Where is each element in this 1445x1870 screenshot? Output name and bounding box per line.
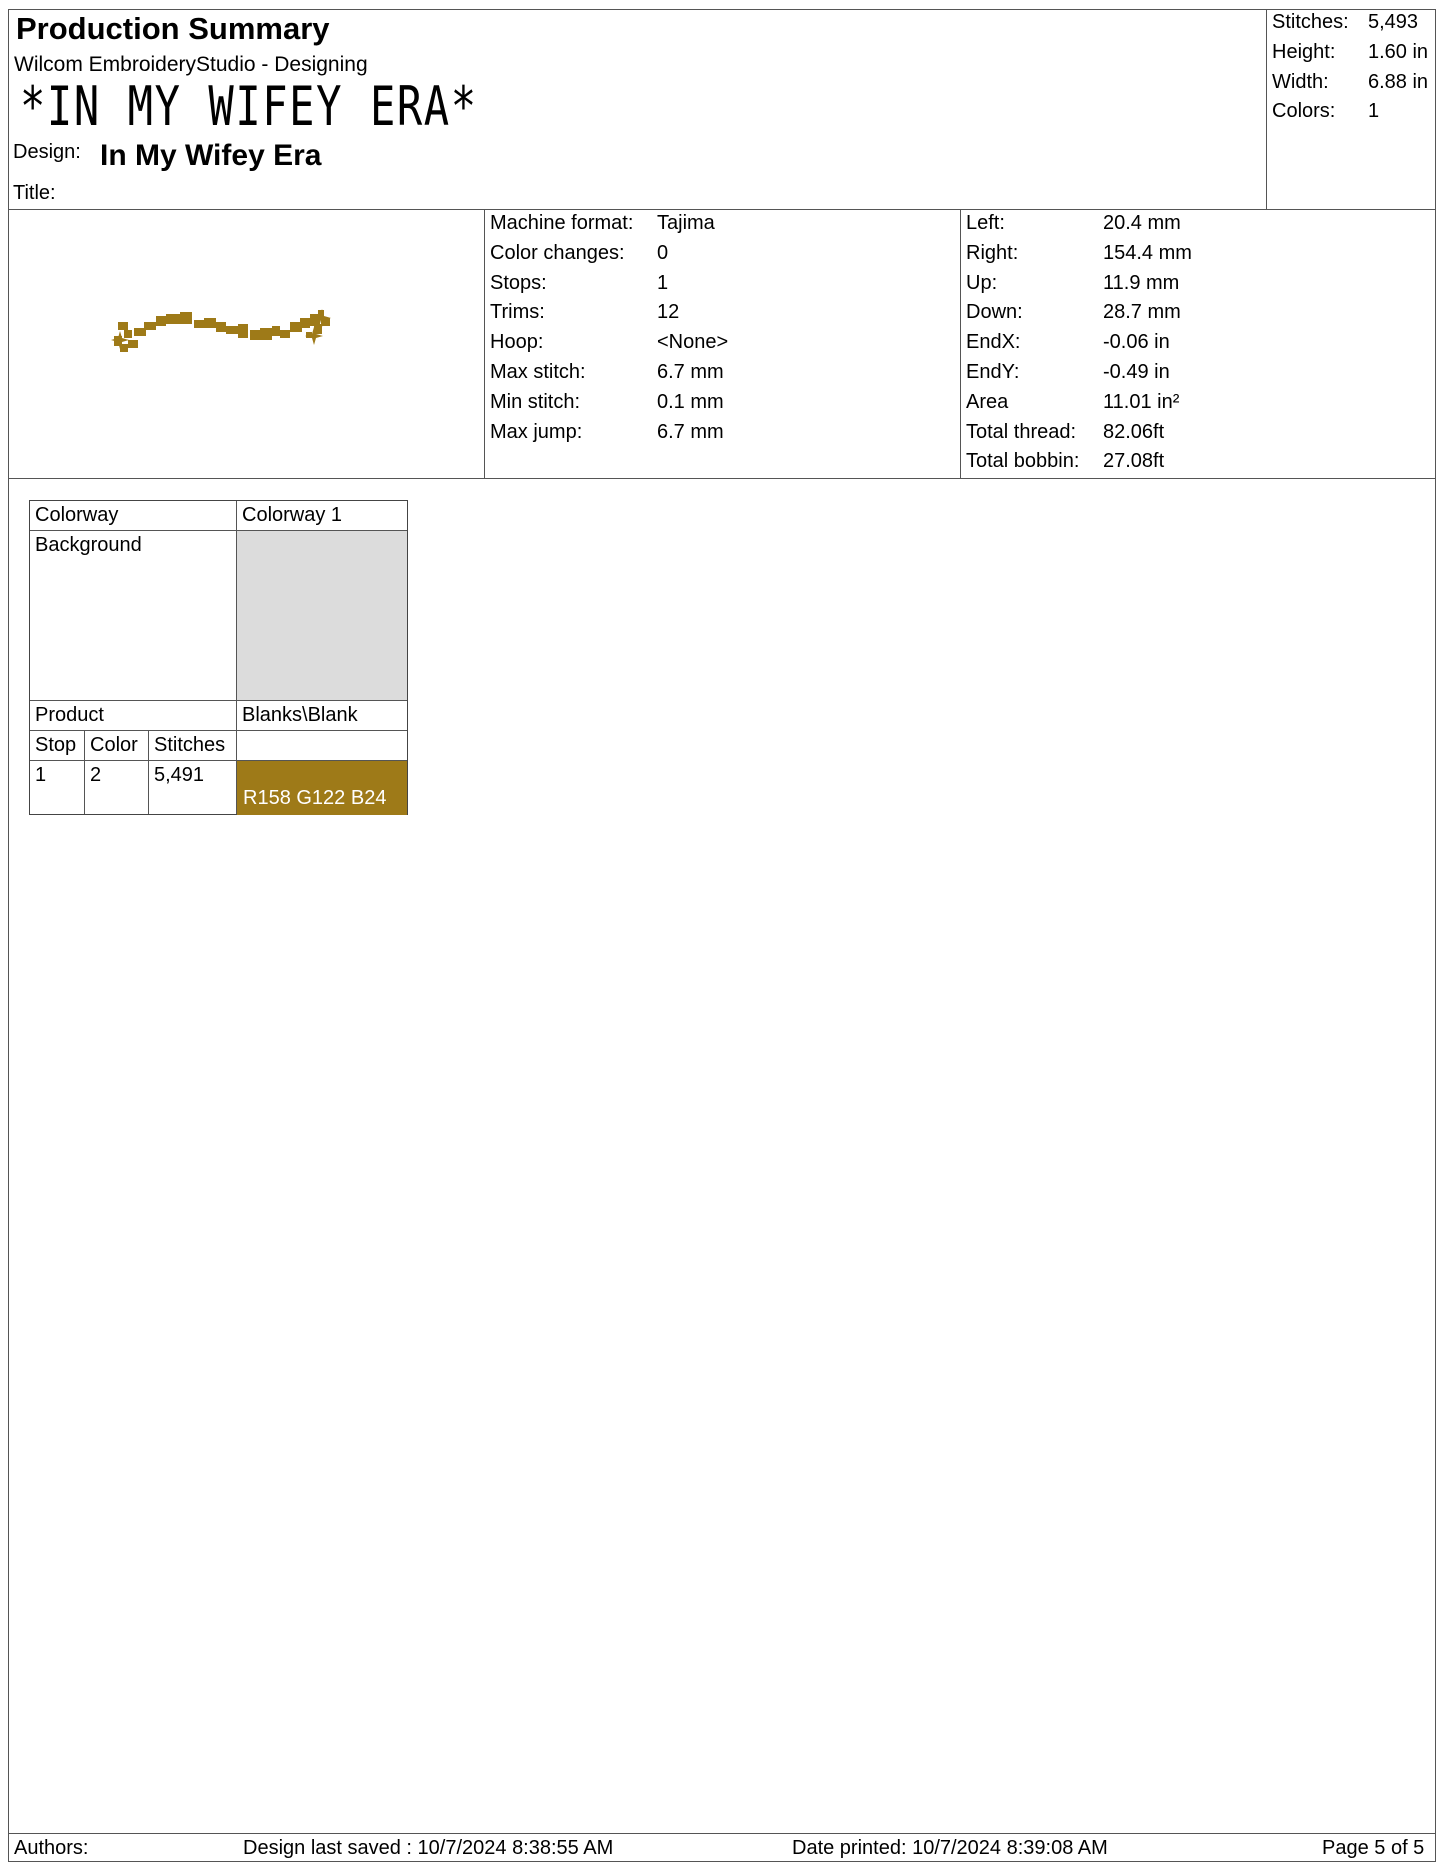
summary-value: 5,493: [1368, 11, 1419, 33]
page-frame: [8, 9, 1436, 1862]
summary-value: 1: [1368, 100, 1380, 123]
machine-value: 0: [657, 241, 669, 264]
colorway-header-label: Colorway: [35, 504, 119, 526]
machine-value: 6.7 mm: [657, 361, 724, 383]
colorway-table: [29, 500, 408, 815]
stitch-block: [128, 340, 138, 348]
row-color: 2: [90, 764, 102, 786]
machine-value: 12: [657, 301, 680, 324]
machine-label: Machine format:: [490, 212, 634, 234]
machine-label: Stops:: [490, 271, 547, 294]
footer-date-printed: Date printed: 10/7/2024 8:39:08 AM: [792, 1837, 1108, 1859]
column-stitches: Stitches: [154, 734, 226, 756]
machine-value: <None>: [657, 331, 729, 354]
machine-label: Hoop:: [490, 331, 544, 354]
extent-value: -0.49 in: [1103, 361, 1170, 383]
machine-value: Tajima: [657, 212, 715, 234]
colorway-header-value: Colorway 1: [242, 504, 343, 526]
header-divider: [8, 209, 1436, 210]
column-color: Color: [90, 734, 138, 756]
title-label: Title:: [13, 182, 56, 204]
machine-value: 1: [657, 271, 669, 294]
machine-value: 0.1 mm: [657, 390, 724, 413]
stitch-block: [144, 322, 156, 330]
stitch-block: [180, 312, 192, 324]
software-name: Wilcom EmbroideryStudio - Designing: [14, 53, 368, 76]
machine-label: Max jump:: [490, 420, 583, 443]
stats-divider: [960, 209, 961, 478]
design-name: In My Wifey Era: [100, 139, 322, 172]
extent-label: EndX:: [966, 331, 1021, 354]
summary-label: Height:: [1272, 40, 1336, 63]
summary-divider: [1266, 9, 1267, 209]
machine-label: Min stitch:: [490, 390, 581, 413]
stitch-block: [250, 330, 260, 340]
summary-label: Width:: [1272, 70, 1329, 93]
design-lettering: *IN MY WIFEY ERA*: [20, 75, 478, 138]
extent-value: 20.4 mm: [1103, 212, 1181, 234]
extent-value: -0.06 in: [1103, 331, 1170, 354]
design-preview: [100, 300, 400, 380]
column-stop: Stop: [35, 734, 77, 756]
stitch-block: [260, 328, 272, 340]
extent-value: 27.08ft: [1103, 450, 1165, 473]
extent-label: Down:: [966, 301, 1023, 324]
extent-value: 11.01 in²: [1103, 390, 1180, 413]
stitch-block: [124, 330, 132, 338]
stitch-block: [118, 322, 128, 330]
footer-last-saved: Design last saved : 10/7/2024 8:38:55 AM: [243, 1837, 614, 1859]
summary-label: Colors:: [1272, 100, 1336, 123]
extent-label: Total thread:: [966, 420, 1077, 443]
machine-label: Max stitch:: [490, 361, 586, 383]
report-title: Production Summary: [16, 11, 330, 46]
stitch-block: [194, 320, 204, 328]
extent-label: Area: [966, 390, 1009, 413]
stitch-block: [300, 318, 310, 328]
middle-divider: [8, 478, 1436, 479]
footer-divider: [8, 1833, 1436, 1834]
stitch-block: [156, 316, 166, 326]
machine-label: Color changes:: [490, 241, 625, 264]
extent-value: 11.9 mm: [1103, 271, 1180, 294]
background-swatch: [237, 531, 407, 700]
product-value: Blanks\Blank: [242, 704, 358, 726]
background-label: Background: [35, 534, 142, 556]
thread-color-label: R158 G122 B24: [243, 787, 387, 809]
extent-label: Left:: [966, 212, 1005, 234]
footer-page-number: Page 5 of 5: [1322, 1837, 1425, 1859]
extent-label: Right:: [966, 241, 1019, 264]
extent-label: Up:: [966, 271, 998, 294]
footer-authors: Authors:: [14, 1837, 89, 1859]
stitch-block: [216, 322, 226, 332]
extent-value: 28.7 mm: [1103, 301, 1181, 324]
extent-label: Total bobbin:: [966, 450, 1080, 473]
product-label: Product: [35, 704, 104, 726]
row-stitches: 5,491: [154, 764, 205, 786]
machine-value: 6.7 mm: [657, 420, 724, 443]
thread-color-swatch: [237, 761, 407, 815]
extent-value: 154.4 mm: [1103, 241, 1192, 264]
embroidery-stitches: [111, 309, 331, 352]
stitch-block: [238, 324, 248, 338]
design-label: Design:: [13, 141, 81, 163]
extent-label: EndY:: [966, 361, 1020, 383]
summary-value: 6.88 in: [1368, 70, 1429, 93]
summary-value: 1.60 in: [1368, 40, 1429, 63]
row-stop: 1: [35, 764, 47, 786]
extent-value: 82.06ft: [1103, 420, 1165, 443]
stitch-block: [226, 326, 238, 334]
stitch-block: [280, 330, 290, 338]
machine-label: Trims:: [490, 301, 545, 324]
summary-label: Stitches:: [1272, 11, 1349, 33]
preview-divider: [484, 209, 485, 478]
stitch-block: [272, 326, 280, 336]
stitch-block: [120, 344, 128, 352]
stitch-block: [166, 314, 180, 324]
stitch-block: [204, 318, 216, 328]
